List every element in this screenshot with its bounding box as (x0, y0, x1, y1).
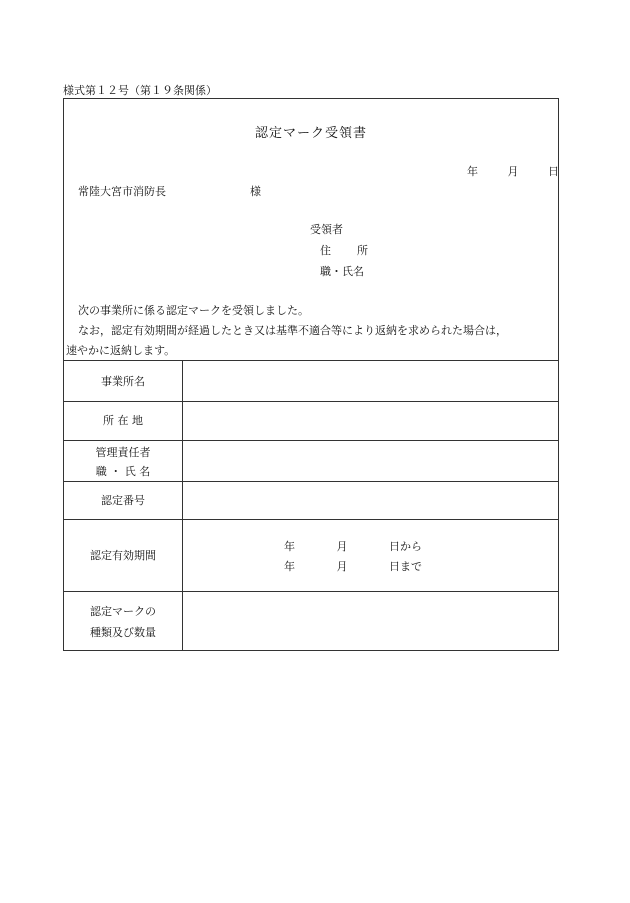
recipient-job-name-label: 職・氏名 (320, 265, 364, 278)
period-from (284, 538, 422, 554)
period-to-day: 日まで (389, 560, 422, 573)
recipient-address-label (320, 242, 368, 258)
recipient-label: 受領者 (310, 223, 343, 236)
period-to-month: 月 (336, 560, 348, 573)
column-divider (182, 360, 183, 651)
period-from-year: 年 (284, 540, 295, 553)
body-line-2: なお，認定有効期間が経過したとき又は基準不適合等により返納を求められた場合は， (78, 324, 507, 337)
row-divider-3 (64, 481, 558, 482)
cert-number-label: 認定番号 (101, 494, 145, 507)
addressee: 常陸大宮市消防長 (78, 185, 166, 198)
manager-label-line-2: 職 ・ 氏 名 (95, 465, 151, 478)
manager-label-line-1: 管理責任者 (95, 446, 151, 459)
date-day: 日 (548, 165, 559, 178)
office-name-label: 事業所名 (101, 375, 145, 388)
location-label: 所 在 地 (103, 414, 143, 427)
date-year: 年 (467, 165, 478, 178)
row-divider-5 (64, 591, 558, 592)
row-divider-2 (64, 440, 558, 441)
honorific: 様 (250, 185, 261, 198)
mark-label-line-1: 認定マークの (90, 605, 156, 618)
row-divider-1 (64, 401, 558, 402)
date-month: 月 (507, 165, 519, 178)
body-line-3: 速やかに返納します。 (66, 344, 176, 357)
table-top-border (64, 360, 558, 361)
address-char-2: 所 (357, 244, 368, 257)
mark-label-line-2: 種類及び数量 (90, 626, 156, 639)
period-from-day: 日から (389, 540, 422, 553)
row-divider-4 (64, 519, 558, 520)
period-from-month: 月 (336, 540, 348, 553)
period-to (284, 558, 422, 574)
form-title: 認定マーク受領書 (254, 126, 367, 141)
receipt-form (63, 98, 559, 651)
body-line-1: 次の事業所に係る認定マークを受領しました。 (78, 304, 309, 317)
period-to-year: 年 (284, 560, 295, 573)
form-number: 様式第１２号（第１９条関係） (63, 84, 217, 97)
date-line (467, 163, 559, 179)
valid-period-label: 認定有効期間 (90, 549, 156, 562)
address-char-1: 住 (320, 244, 331, 257)
